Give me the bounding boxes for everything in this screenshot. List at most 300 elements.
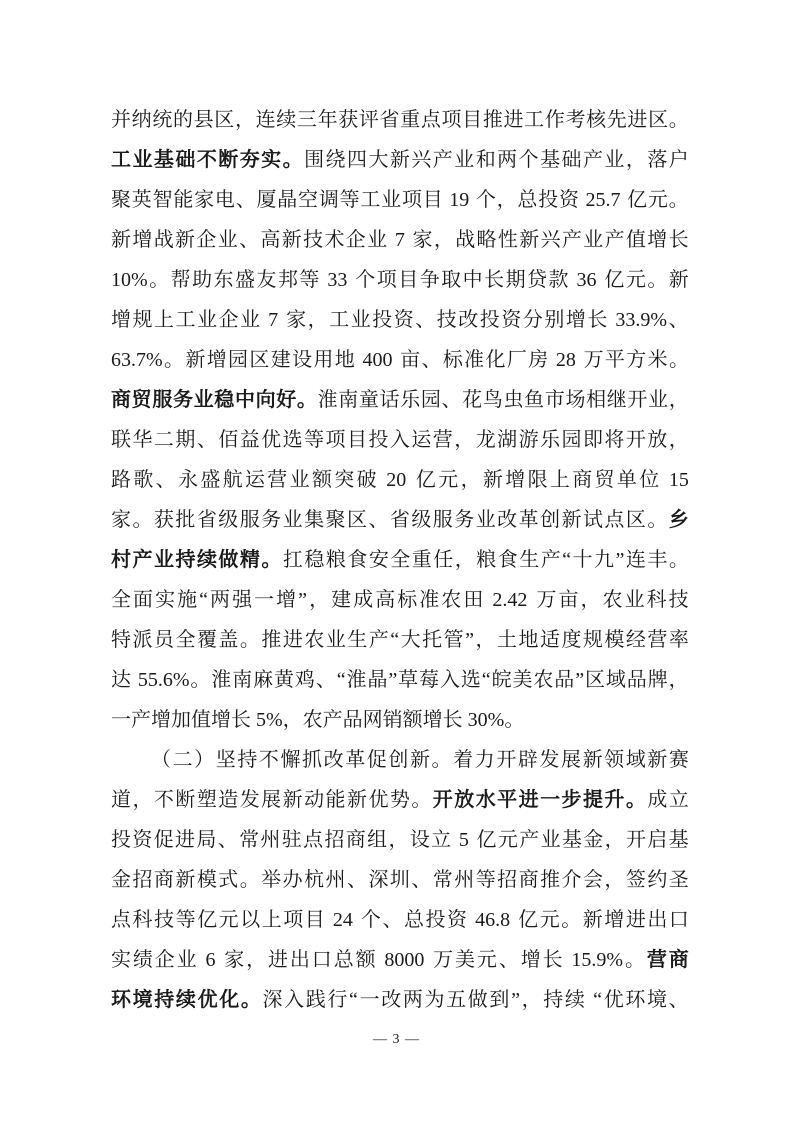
- text-token: 不: [258, 749, 279, 771]
- text-token: 投: [368, 429, 389, 451]
- emphasis-token: 境: [132, 989, 153, 1011]
- text-token: 等: [175, 909, 196, 931]
- text-token: ，: [454, 549, 475, 571]
- text-token: 能: [325, 789, 346, 811]
- text-token: 绩: [132, 949, 153, 971]
- text-token: 州: [325, 869, 346, 891]
- text-token: 、: [498, 949, 519, 971]
- text-token: 龙: [475, 429, 496, 451]
- text-token: ，: [234, 109, 255, 131]
- text-token: 2.42: [492, 589, 528, 611]
- text-token: 聚: [111, 189, 131, 211]
- text-token: 实: [155, 589, 176, 611]
- text-token: 用: [313, 349, 334, 371]
- text-token: 推: [540, 869, 561, 891]
- text-token: 土: [496, 629, 517, 651]
- text-token: 新: [647, 749, 668, 771]
- text-token: 标: [397, 589, 418, 611]
- text-token: 抓: [302, 749, 323, 771]
- text-token: 扛: [282, 549, 303, 571]
- emphasis-token: 稳: [214, 389, 235, 411]
- text-token: 亿: [627, 189, 648, 211]
- text-token: 平: [604, 349, 625, 371]
- text-token: 上: [549, 469, 570, 491]
- text-token: 和: [475, 149, 496, 171]
- text-token: 增: [565, 309, 586, 331]
- text-token: 基: [540, 149, 561, 171]
- text-token: 家: [111, 509, 131, 531]
- emphasis-token: 务: [172, 389, 193, 411]
- text-token: 淮: [317, 389, 338, 411]
- text-token: 大: [400, 629, 421, 651]
- text-token: ，: [433, 229, 454, 251]
- text-token: 额: [311, 469, 332, 491]
- text-line: [111, 820, 689, 860]
- text-token: “: [199, 589, 209, 611]
- text-token: 。: [668, 549, 689, 571]
- text-token: [564, 940, 569, 980]
- text-token: 务: [261, 509, 282, 531]
- text-token: 业: [176, 949, 197, 971]
- text-token: 辟: [517, 749, 538, 771]
- text-token: 乐: [540, 429, 561, 451]
- text-token: 区: [249, 349, 270, 371]
- text-token: 选: [282, 429, 303, 451]
- text-token: 资: [393, 309, 414, 331]
- text-token: 集: [304, 509, 325, 531]
- text-line: [111, 980, 689, 1020]
- text-token: 、: [382, 909, 403, 931]
- text-line: [111, 300, 689, 340]
- text-token: 黄: [274, 669, 295, 691]
- text-token: 面: [133, 589, 154, 611]
- text-token: 空: [298, 189, 319, 211]
- text-token: 优: [603, 989, 624, 1011]
- text-token: 等: [475, 869, 496, 891]
- text-token: 。: [668, 109, 689, 131]
- text-token: 、: [239, 229, 260, 251]
- text-token: 开: [625, 829, 646, 851]
- text-token: 田: [463, 589, 484, 611]
- emphasis-token: 产: [132, 549, 153, 571]
- text-token: 资: [501, 309, 522, 331]
- text-token: 规: [132, 309, 153, 331]
- text-token: 持: [237, 749, 258, 771]
- text-line: [111, 540, 689, 580]
- text-token: 十: [572, 549, 593, 571]
- text-token: 永: [177, 469, 198, 491]
- text-token: 县: [193, 109, 214, 131]
- text-token: 园: [561, 429, 582, 451]
- text-token: 元: [539, 909, 560, 931]
- text-token: 值: [625, 229, 646, 251]
- text-token: 业: [282, 509, 303, 531]
- text-token: 绕: [325, 149, 346, 171]
- text-token: ，: [388, 829, 409, 851]
- text-token: 友: [256, 269, 277, 291]
- text-token: 、: [155, 469, 176, 491]
- text-token: 营: [432, 429, 453, 451]
- text-token: 商: [572, 469, 593, 491]
- text-token: [356, 340, 361, 380]
- text-token: 推: [261, 629, 282, 651]
- text-token: 续: [276, 109, 297, 131]
- text-token: 立: [668, 789, 689, 811]
- text-token: 项: [401, 189, 422, 211]
- text-token: ，: [604, 829, 625, 851]
- text-token: 企: [154, 949, 175, 971]
- text-token: 适: [539, 629, 560, 651]
- text-token: [349, 260, 354, 300]
- text-token: 州: [260, 829, 281, 851]
- text-token: 分: [522, 309, 543, 331]
- text-token: 改: [458, 309, 479, 331]
- text-token: 省: [379, 109, 400, 131]
- text-token: 并: [111, 109, 131, 131]
- text-token: 。: [647, 269, 668, 291]
- text-token: [388, 220, 393, 260]
- text-token: 产: [604, 229, 625, 251]
- text-token: 兴: [411, 149, 432, 171]
- text-token: 限: [527, 469, 548, 491]
- emphasis-token: 贸: [131, 389, 152, 411]
- text-token: 淮: [346, 669, 367, 691]
- text-token: 、: [196, 429, 217, 451]
- emphasis-token: 业: [132, 149, 153, 171]
- text-token: “: [336, 669, 346, 691]
- text-token: 入: [284, 989, 305, 1011]
- text-token: [470, 180, 475, 220]
- text-token: 生: [347, 629, 368, 651]
- text-token: 市: [544, 389, 565, 411]
- text-token: 佰: [218, 429, 239, 451]
- emphasis-token: 。: [296, 389, 317, 411]
- text-token: 懈: [280, 749, 301, 771]
- text-token: 企: [218, 309, 239, 331]
- text-token: 万: [583, 349, 604, 371]
- text-token: 开: [625, 429, 646, 451]
- text-token: 元: [476, 949, 497, 971]
- text-token: 础: [561, 149, 582, 171]
- text-token: 推: [482, 109, 503, 131]
- text-token: 基: [668, 829, 689, 851]
- text-token: 园: [420, 389, 441, 411]
- text-token: 两: [402, 989, 423, 1011]
- text-token: 动: [304, 789, 325, 811]
- text-token: 总: [403, 909, 424, 931]
- text-token: ，: [625, 149, 646, 171]
- text-token: 深: [262, 989, 283, 1011]
- emphasis-token: 不: [196, 149, 217, 171]
- text-token: 10%: [111, 269, 148, 291]
- text-token: 出: [647, 909, 668, 931]
- text-token: ，: [604, 869, 625, 891]
- text-token: 式: [218, 869, 239, 891]
- emphasis-token: 实: [261, 149, 282, 171]
- text-token: 米: [647, 349, 668, 371]
- text-token: 区: [346, 509, 367, 531]
- text-token: [379, 460, 384, 500]
- text-token: 核: [586, 109, 607, 131]
- text-token: 。: [239, 869, 260, 891]
- text-token: [609, 300, 614, 340]
- emphasis-token: 做: [218, 549, 239, 571]
- text-token: 纳: [131, 109, 152, 131]
- text-token: ”: [511, 989, 520, 1011]
- text-token: 口: [668, 909, 689, 931]
- emphasis-token: 。: [240, 989, 261, 1011]
- text-token: 6: [205, 949, 216, 971]
- text-token: 南: [232, 669, 253, 691]
- text-token: 企: [345, 229, 366, 251]
- text-token: 相: [586, 389, 607, 411]
- text-token: 出: [289, 949, 310, 971]
- text-token: 投: [425, 909, 446, 931]
- text-token: 塑: [196, 789, 217, 811]
- text-token: 场: [565, 389, 586, 411]
- text-token: 销: [382, 709, 403, 731]
- text-token: 级: [218, 509, 239, 531]
- text-token: 介: [561, 869, 582, 891]
- text-token: 。: [239, 629, 260, 651]
- text-token: 三: [296, 109, 317, 131]
- text-token: 花: [462, 389, 483, 411]
- text-token: 营: [647, 629, 668, 651]
- text-token: 建: [270, 349, 291, 371]
- text-token: 新: [389, 149, 410, 171]
- text-token: 增: [520, 949, 541, 971]
- text-token: 项: [283, 909, 304, 931]
- text-token: 赛: [668, 749, 689, 771]
- text-line: [111, 780, 689, 820]
- text-token: 智: [152, 189, 173, 211]
- text-token: 家: [224, 949, 245, 971]
- text-token: 放: [647, 429, 668, 451]
- text-token: 等: [304, 429, 325, 451]
- text-token: 农: [441, 589, 462, 611]
- text-token: 资: [447, 909, 468, 931]
- emphasis-token: 础: [175, 149, 196, 171]
- text-line: [111, 180, 689, 220]
- text-token: [550, 340, 555, 380]
- text-token: 办: [282, 869, 303, 891]
- text-token: 、: [346, 869, 367, 891]
- text-token: 基: [561, 829, 582, 851]
- text-token: ”: [388, 669, 398, 691]
- text-token: [577, 340, 582, 380]
- text-token: 高: [260, 229, 281, 251]
- text-token: 九: [594, 549, 615, 571]
- text-token: 期: [505, 269, 526, 291]
- text-token: 增: [132, 229, 153, 251]
- text-token: 域: [625, 749, 646, 771]
- text-token: 增: [111, 309, 131, 331]
- text-token: [132, 660, 137, 700]
- text-token: 长: [542, 949, 563, 971]
- text-token: 新: [185, 349, 206, 371]
- text-token: 目: [346, 429, 367, 451]
- text-token: 农: [533, 669, 554, 691]
- text-token: 会: [582, 869, 603, 891]
- text-token: 圳: [389, 869, 410, 891]
- text-token: 达: [111, 669, 131, 691]
- text-token: 目: [462, 109, 483, 131]
- text-token: 启: [647, 829, 668, 851]
- text-token: 业: [624, 589, 645, 611]
- text-token: 约: [647, 869, 668, 891]
- text-token: 助: [192, 269, 213, 291]
- text-token: 。: [504, 709, 525, 731]
- text-token: 华: [132, 429, 153, 451]
- text-token: 别: [544, 309, 565, 331]
- text-token: 帮: [170, 269, 191, 291]
- text-token: 亿: [518, 909, 539, 931]
- text-token: 招: [132, 869, 153, 891]
- text-token: 额: [355, 949, 376, 971]
- text-token: 点: [111, 909, 131, 931]
- text-token: 款: [548, 269, 569, 291]
- text-token: 业: [240, 309, 261, 331]
- emphasis-token: 平: [497, 789, 518, 811]
- text-token: ，: [307, 309, 328, 331]
- text-token: 做: [467, 989, 488, 1011]
- text-token: 商: [345, 829, 366, 851]
- text-token: 7: [394, 229, 405, 251]
- text-token: 评: [358, 109, 379, 131]
- text-token: 5: [458, 829, 469, 851]
- text-token: [512, 900, 517, 940]
- text-token: 增: [206, 349, 227, 371]
- text-token: 话: [379, 389, 400, 411]
- text-token: 个: [475, 189, 496, 211]
- text-token: 设: [409, 829, 430, 851]
- text-token: 续: [564, 989, 585, 1011]
- text-line: [111, 500, 689, 540]
- text-token: 技: [668, 589, 689, 611]
- text-token: 。: [411, 789, 432, 811]
- text-token: 产: [432, 149, 453, 171]
- text-token: 二: [153, 429, 174, 451]
- text-token: 促: [153, 829, 174, 851]
- text-token: 服: [432, 509, 453, 531]
- text-token: [409, 460, 414, 500]
- emphasis-token: 商: [668, 949, 689, 971]
- text-token: 两: [210, 589, 231, 611]
- text-token: 准: [464, 349, 485, 371]
- emphasis-token: 化: [219, 989, 240, 1011]
- text-token: 业: [217, 229, 238, 251]
- text-token: 童: [358, 389, 379, 411]
- text-token: “: [593, 989, 603, 1011]
- text-token: 破: [356, 469, 377, 491]
- text-line: [111, 460, 689, 500]
- text-token: [377, 940, 382, 980]
- text-token: 省: [389, 509, 410, 531]
- text-token: ，: [282, 709, 303, 731]
- text-token: 全: [111, 589, 131, 611]
- text-token: 8000: [384, 949, 425, 971]
- text-token: [662, 460, 667, 500]
- emphasis-token: 业: [193, 389, 214, 411]
- emphasis-token: 营: [646, 949, 667, 971]
- text-token: 着: [453, 749, 474, 771]
- text-token: 工: [329, 309, 350, 331]
- text-token: 投: [479, 309, 500, 331]
- text-token: 淮: [211, 669, 232, 691]
- text-token: 能: [173, 189, 194, 211]
- text-token: 产: [322, 709, 343, 731]
- text-token: 业: [454, 149, 475, 171]
- text-token: ，: [668, 669, 689, 691]
- text-token: 亩: [400, 349, 421, 371]
- text-token: 安: [368, 549, 389, 571]
- text-token: 个: [360, 909, 381, 931]
- text-token: 新: [582, 909, 603, 931]
- text-token: 长: [231, 709, 251, 731]
- text-token: 产: [368, 629, 389, 651]
- text-token: 模: [604, 629, 625, 651]
- text-token: 。: [149, 269, 170, 291]
- text-token: 连: [255, 109, 276, 131]
- text-token: 麻: [253, 669, 274, 691]
- text-token: 上: [154, 309, 175, 331]
- text-token: 东: [213, 269, 234, 291]
- text-token: 突: [334, 469, 355, 491]
- text-token: 。: [431, 749, 452, 771]
- text-token: 务: [454, 509, 475, 531]
- text-token: 地: [334, 349, 355, 371]
- text-token: 农: [302, 709, 323, 731]
- text-token: 科: [646, 589, 667, 611]
- text-token: 兴: [540, 229, 561, 251]
- text-token: 园: [228, 349, 249, 371]
- text-token: 草: [398, 669, 419, 691]
- text-token: 领: [604, 749, 625, 771]
- text-token: 托: [422, 629, 443, 651]
- text-token: 到: [489, 989, 510, 1011]
- text-token: 性: [497, 229, 518, 251]
- text-token: 入: [439, 669, 460, 691]
- text-token: 成: [353, 589, 374, 611]
- text-token: 产: [561, 229, 582, 251]
- emphasis-token: 工: [111, 149, 131, 171]
- emphasis-token: 村: [111, 549, 131, 571]
- emphasis-token: 环: [111, 989, 131, 1011]
- text-token: 稳: [304, 549, 325, 571]
- text-token: 、: [668, 989, 689, 1011]
- emphasis-token: 优: [197, 989, 218, 1011]
- text-line: [111, 620, 689, 660]
- text-token: 创: [540, 509, 561, 531]
- text-token: 。: [190, 669, 211, 691]
- text-token: 长: [668, 229, 689, 251]
- emphasis-token: 商: [111, 389, 131, 411]
- text-token: 革: [518, 509, 539, 531]
- text-token: 新: [282, 789, 303, 811]
- text-token: 。: [668, 349, 689, 371]
- text-token: [426, 940, 431, 980]
- text-token: 开: [627, 389, 648, 411]
- text-token: ，: [309, 589, 330, 611]
- text-token: 美: [512, 669, 533, 691]
- text-token: [587, 980, 592, 1020]
- text-token: 粮: [476, 549, 497, 571]
- text-token: 践: [305, 989, 326, 1011]
- text-token: 鸡: [294, 669, 315, 691]
- text-line: [111, 740, 689, 780]
- text-token: “: [562, 549, 572, 571]
- text-token: 家: [412, 229, 433, 251]
